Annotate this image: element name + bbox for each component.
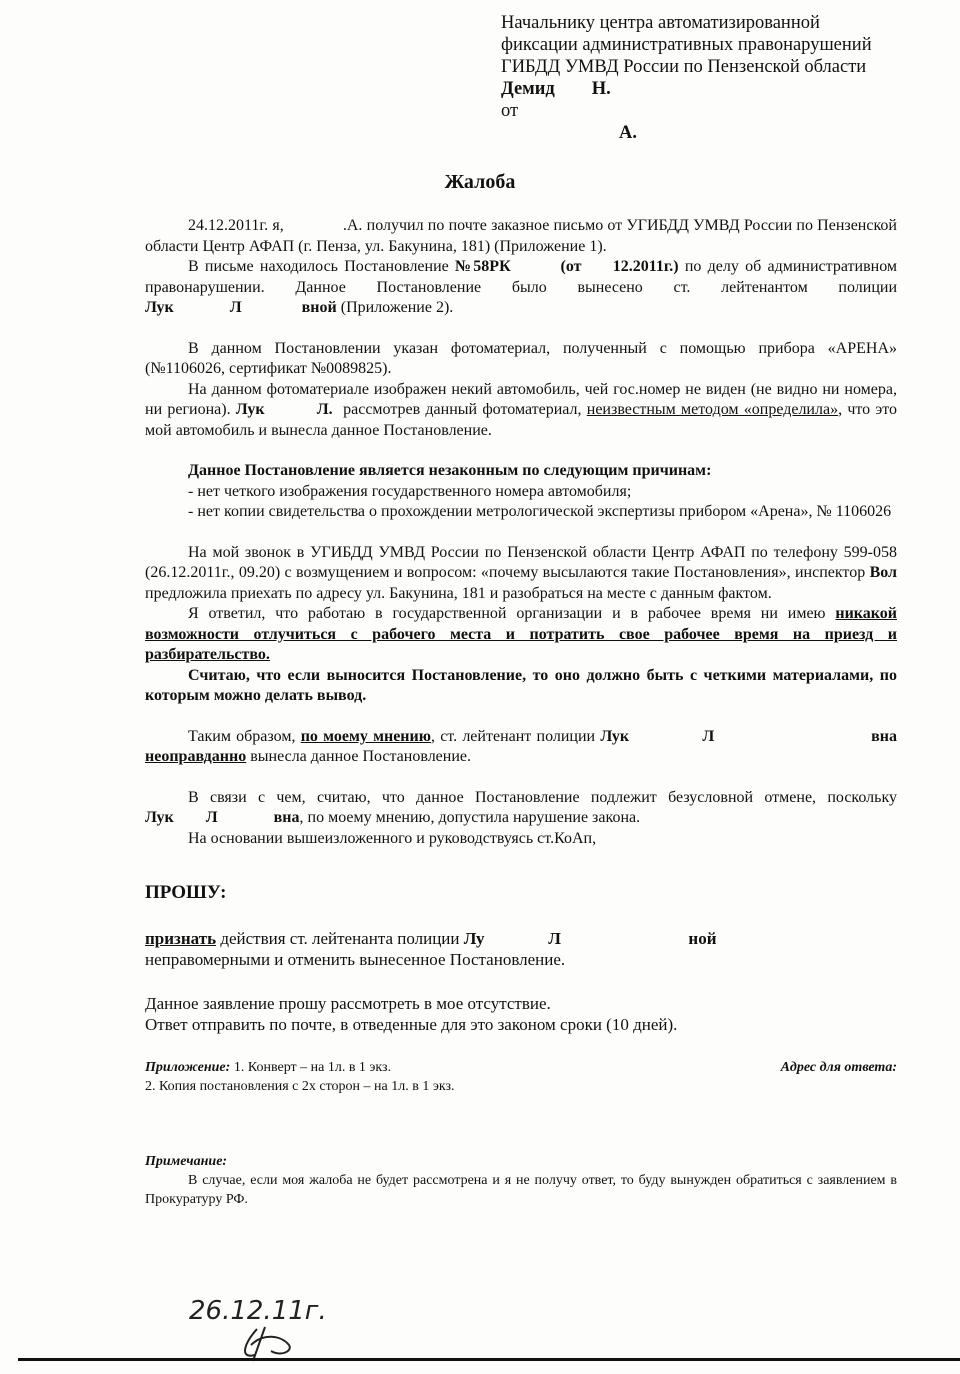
reply-address-label: Адрес для ответа:: [780, 1059, 897, 1075]
paragraph-receipt: 24.12.2011г. я, .А. получил по почте заказное письмо от УГИБДД УМВД России по Пензенской области Центр АФАП (г. Пенза, ул. Бакунина, 181) (Приложение 1).: [145, 217, 901, 255]
complaint-body: [145, 216, 941, 1209]
underlined-bold-text: никакой возможности отлучиться с рабочего места и потратить свое рабочее время на приезд и разбирательство.: [145, 605, 897, 663]
text: предложила приехать по адресу ул. Бакунина, 181 и разобраться на месте с данным фактом.: [145, 564, 941, 602]
paragraph-conclusion: [145, 727, 897, 768]
paragraph-opinion: Считаю, что если выносится Постановление, то оно должно быть с четкими материалами, по которым можно делать вывод.: [145, 666, 897, 704]
text: рассмотрев данный фотоматериал,: [332, 401, 587, 418]
absence-line: Данное заявление прошу рассмотреть в мое отсутствие.: [145, 993, 551, 1013]
officer-name: Лук Л.: [235, 401, 333, 418]
addressee-line-2: фиксации административных правонарушений: [501, 35, 872, 55]
signature-graphic: [185, 1285, 385, 1365]
underlined-bold-text: по моему мнению: [300, 727, 431, 745]
addressee-line-1: Начальнику центра автоматизированной: [501, 13, 820, 33]
reason-item: - нет четкого изображения государственного номера автомобиля;: [188, 482, 632, 500]
officer-name: Лук Л вной: [145, 299, 337, 316]
bottom-rule: [18, 1358, 960, 1361]
attachments: [145, 1058, 897, 1096]
resolution-number: №58РК: [455, 258, 511, 275]
text: вынесла данное Постановление.: [246, 748, 471, 765]
document-title: Жалоба: [444, 171, 516, 193]
addressee-block: [501, 12, 872, 144]
reasons-heading: Данное Постановление является незаконным по следующим причинам:: [188, 462, 712, 479]
text: , по моему мнению, допустила нарушение закона.: [299, 809, 641, 826]
signature-date: 26.12.11г.: [189, 1296, 327, 1326]
sender-from: от: [501, 101, 519, 121]
text: неправомерными и отменить вынесенное Постановление.: [145, 950, 566, 969]
underlined-bold-text: неоправданно: [145, 748, 247, 765]
text: В письме находилось Постановление: [188, 258, 455, 275]
text: действия ст. лейтенанта полиции: [216, 928, 464, 948]
request-text: [145, 928, 897, 971]
request-heading: ПРОШУ:: [145, 882, 227, 903]
addressee-name: Демид Н.: [501, 79, 611, 99]
paragraph-photo: В данном Постановлении указан фотоматериал, полученный с помощью прибора «АРЕНА» (№1106026, сертификат №0089825).: [145, 339, 897, 377]
officer-name: Лук Л вна: [145, 809, 300, 826]
officer-name: Лук Л вна: [600, 727, 898, 745]
text: В связи с чем, считаю, что данное Постановление подлежит безусловной отмене, поскольку: [188, 788, 897, 806]
text: (Приложение 2).: [336, 299, 454, 316]
underlined-bold-text: признать: [145, 928, 217, 948]
paragraph-basis: На основании вышеизложенного и руководствуясь ст.КоАп,: [188, 829, 597, 847]
sender-name: А.: [619, 123, 637, 143]
inspector-name: Вол: [869, 564, 897, 581]
paragraph-answer: [145, 604, 897, 666]
underlined-text: неизвестным методом «определила»: [586, 401, 839, 418]
attachment-item: 2. Копия постановления с 2х сторон – на 1л. в 1 экз.: [145, 1078, 455, 1094]
reason-item: - нет копии свидетельства о прохождении метрологической экспертизы прибором «Арена», № 1106026: [188, 503, 892, 520]
text: Таким образом,: [188, 727, 301, 745]
text: , что это мой автомобиль и вынесла данное Постановление.: [145, 401, 898, 439]
paragraph-call: [145, 543, 941, 605]
reply-line: Ответ отправить по почте, в отведенные для это законом сроки (10 дней).: [145, 1015, 678, 1034]
officer-name: Лу Л ной: [463, 928, 717, 948]
text: , ст. лейтенант полиции: [430, 727, 601, 745]
attachments-label: Приложение:: [145, 1059, 231, 1075]
text: На мой звонок в УГИБДД УМВД России по Пензенской области Центр АФАП по телефону 599-058 (26.12.2011г., 09.20) с возмущением и вопросом: «почему высылаются такие Постановления», инспектор: [145, 543, 897, 581]
text: На данном фотоматериале изображен некий автомобиль, чей гос.номер не виден (не видно ни номера, ни региона).: [145, 380, 897, 418]
paragraph-resolution: [145, 257, 897, 319]
text: (от: [510, 258, 582, 275]
text: по делу об административном правонарушении. Данное Постановление было вынесено ст. лейтенантом полиции: [145, 258, 898, 296]
attachment-item: 1. Конверт – на 1л. в 1 экз.: [230, 1059, 392, 1075]
paragraph-vehicle: [145, 380, 897, 442]
addressee-line-3: ГИБДД УМВД России по Пензенской области: [501, 57, 867, 77]
note-text: В случае, если моя жалоба не будет рассмотрена и я не получу ответ, то буду вынужден обратиться с заявлением в Прокуратуру РФ.: [145, 1172, 897, 1207]
resolution-date: 12.2011г.): [581, 258, 679, 275]
text: Я ответил, что работаю в государственной организации и в рабочее время ни имею: [188, 605, 836, 622]
note: [145, 1152, 897, 1209]
paragraph-cancel: [145, 788, 897, 829]
note-label: Примечание:: [145, 1153, 228, 1169]
